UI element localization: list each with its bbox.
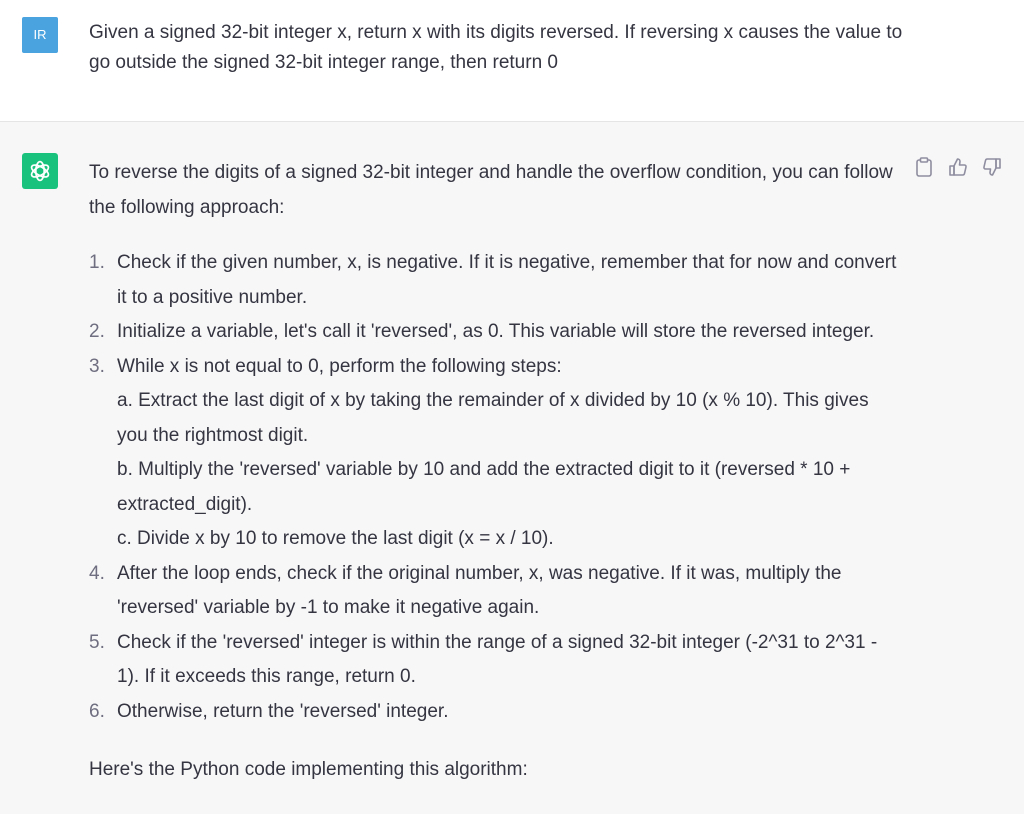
thumbs-up-icon: [948, 157, 968, 177]
user-avatar: IR: [22, 17, 58, 53]
substep-b: b. Multiply the 'reversed' variable by 10 and add the extracted digit to it (reversed * 10 + extracted_digit).: [117, 459, 851, 515]
step-number: 4.: [89, 562, 105, 584]
assistant-message: [0, 122, 1024, 814]
step-text: Check if the 'reversed' integer is within the range of a signed 32-bit integer (-2^31 to 2^31 - 1). If it exceeds this range, return 0.: [117, 631, 878, 687]
thumbs-down-button[interactable]: [980, 155, 1004, 179]
assistant-message-body: [89, 156, 899, 788]
step-text: Otherwise, return the 'reversed' integer.: [117, 700, 449, 722]
message-actions: [912, 155, 1004, 179]
list-item: [89, 246, 899, 315]
steps-list: [89, 246, 899, 729]
step-text: After the loop ends, check if the original number, x, was negative. If it was, multiply the 'reversed' variable by -1 to make it negative again.: [117, 562, 842, 618]
assistant-outro: Here's the Python code implementing this algorithm:: [89, 759, 528, 780]
step-number: 3.: [89, 355, 105, 377]
step-number: 5.: [89, 631, 105, 653]
list-item: [89, 695, 899, 730]
assistant-intro: To reverse the digits of a signed 32-bit integer and handle the overflow condition, you can follow the following approach:: [89, 162, 893, 218]
substep-a: a. Extract the last digit of x by taking the remainder of x divided by 10 (x % 10). This gives you the rightmost digit.: [117, 390, 869, 446]
step-number: 1.: [89, 252, 105, 273]
list-item: [89, 626, 899, 695]
clipboard-icon: [915, 157, 933, 177]
step-text: While x is not equal to 0, perform the following steps:: [117, 355, 562, 377]
openai-logo-icon: [27, 158, 53, 184]
step-number: 6.: [89, 700, 105, 722]
thumbs-down-icon: [982, 157, 1002, 177]
user-message-text: Given a signed 32-bit integer x, return x with its digits reversed. If reversing x causes the value to go outside the signed 32-bit integer range, then return 0: [89, 22, 903, 73]
substep-c: c. Divide x by 10 to remove the last digit (x = x / 10).: [117, 528, 554, 549]
thumbs-up-button[interactable]: [946, 155, 970, 179]
list-item: [89, 315, 899, 350]
list-item: [89, 557, 899, 626]
list-item: [89, 350, 899, 557]
step-text: Check if the given number, x, is negative. If it is negative, remember that for now and convert it to a positive number.: [117, 252, 897, 308]
user-message: [0, 0, 1024, 122]
assistant-avatar: [22, 153, 58, 189]
copy-button[interactable]: [912, 155, 936, 179]
step-number: 2.: [89, 321, 105, 342]
step-text: Initialize a variable, let's call it 'reversed', as 0. This variable will store the reversed integer.: [117, 321, 875, 342]
